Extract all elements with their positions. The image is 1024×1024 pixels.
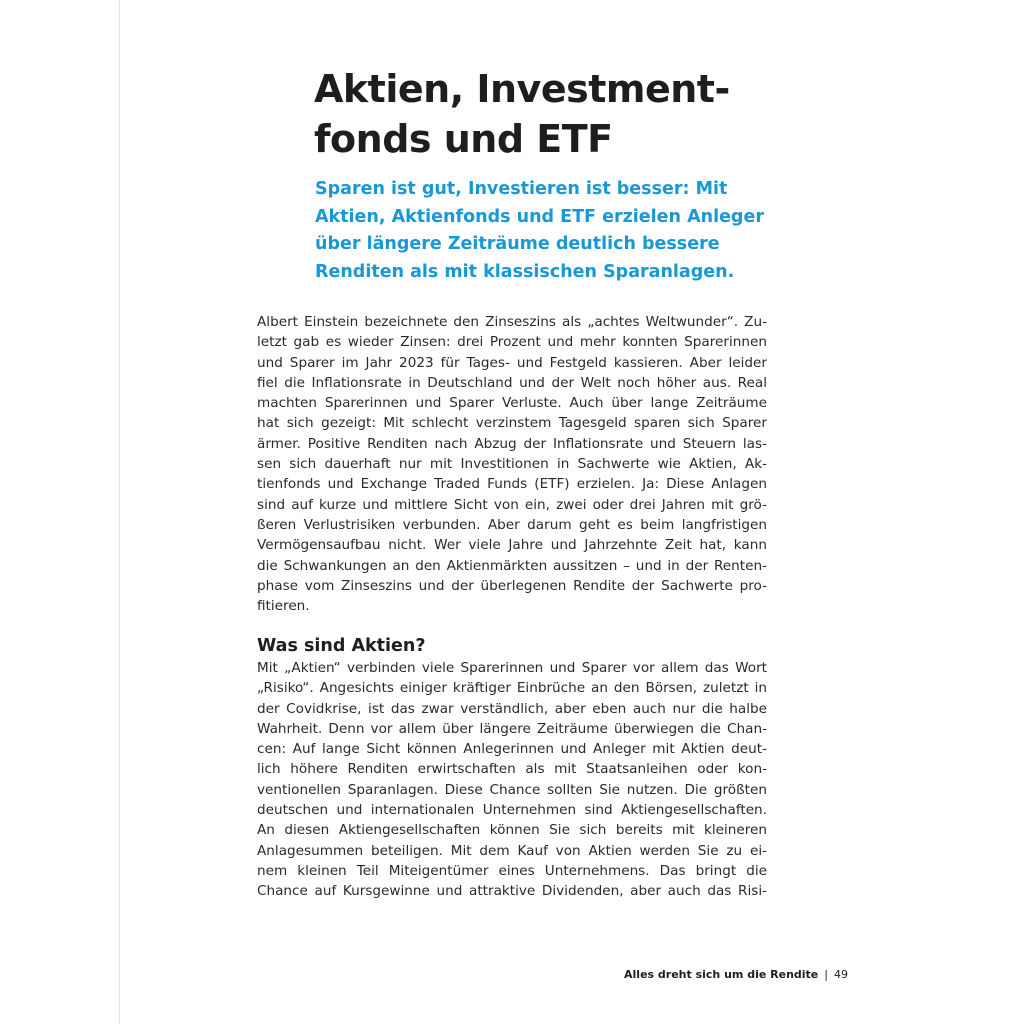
page-footer: [624, 967, 848, 983]
text-line: fitieren.: [257, 598, 310, 615]
section-heading: Was sind Aktien?: [257, 636, 426, 656]
text-line: Vermögensaufbau nicht. Wer viele Jahre und Jahrzehnte Zeit hat, kann: [257, 537, 767, 554]
text-line: letzt gab es wieder Zinsen: drei Prozent und mehr konnten Sparerinnen: [257, 334, 767, 351]
text-line: die Schwankungen an den Aktienmärkten aussitzen – und in der Renten-: [257, 557, 767, 574]
footer-separator: |: [824, 968, 828, 981]
text-line: machten Sparerinnen und Sparer Verluste. Auch über lange Zeiträume: [257, 395, 767, 412]
page-number: 49: [834, 968, 848, 981]
lead-line: Aktien, Aktienfonds und ETF erzielen Anleger: [315, 206, 764, 227]
text-line: Anlagesummen beteiligen. Mit dem Kauf von Aktien werden Sie zu ei-: [257, 842, 767, 859]
text-line: ßeren Verlustrisiken verbunden. Aber darum geht es beim langfristigen: [257, 516, 767, 533]
text-line: Wahrheit. Denn vor allem über längere Zeiträume überwiegen die Chan-: [257, 720, 767, 737]
text-line: Mit „Aktien“ verbinden viele Sparerinnen und Sparer vor allem das Wort: [257, 660, 767, 676]
intro-paragraph: [257, 312, 767, 616]
text-line: Chance auf Kursgewinne und attraktive Dividenden, aber auch das Risi-: [257, 883, 767, 900]
text-line: „Risiko“. Angesichts einiger kräftiger Einbrüche an den Börsen, zuletzt in: [257, 680, 767, 697]
text-line: sind auf kurze und mittlere Sicht von ein, zwei oder drei Jahren mit grö-: [257, 496, 767, 513]
chapter-title: [314, 64, 774, 164]
text-line: An diesen Aktiengesellschaften können Sie sich bereits mit kleineren: [257, 822, 767, 839]
lead-line: Renditen als mit klassischen Sparanlagen.: [315, 261, 735, 282]
text-line: nem kleinen Teil Miteigentümer eines Unternehmens. Das bringt die: [257, 862, 767, 879]
text-line: ärmer. Positive Renditen nach Abzug der Inflationsrate und Steuern las-: [257, 435, 767, 452]
chapter-title-line: Aktien, Investment-: [314, 67, 730, 111]
text-line: deutschen und internationalen Unternehmen sind Aktiengesellschaften.: [257, 802, 767, 819]
text-line: phase vom Zinseszins und der überlegenen Rendite der Sachwerte pro-: [257, 577, 767, 594]
lead-line: über längere Zeiträume deutlich bessere: [315, 234, 720, 254]
text-line: tienfonds und Exchange Traded Funds (ETF) erzielen. Ja: Diese Anlagen: [257, 476, 767, 493]
text-line: ventionellen Sparanlagen. Diese Chance sollten Sie nutzen. Die größten: [257, 781, 767, 798]
running-title: Alles dreht sich um die Rendite: [624, 968, 819, 981]
text-line: Albert Einstein bezeichnete den Zinseszins als „achtes Weltwunder“. Zu-: [257, 314, 767, 330]
text-line: hat sich gezeigt: Mit schlecht verzinstem Tagesgeld sparen sich Sparer: [257, 415, 767, 432]
lead-paragraph: [315, 176, 785, 286]
text-line: der Covidkrise, ist das zwar verständlich, aber eben auch nur die halbe: [257, 700, 767, 717]
chapter-title-line: fonds und ETF: [314, 117, 613, 161]
text-line: sen sich dauerhaft nur mit Investitionen in Sachwerte wie Aktien, Ak-: [257, 456, 767, 473]
text-line: fiel die Inflationsrate in Deutschland und der Welt noch höher aus. Real: [257, 374, 767, 391]
lead-line: Sparen ist gut, Investieren ist besser: Mit: [315, 179, 728, 199]
text-line: cen: Auf lange Sicht können Anlegerinnen und Anleger mit Aktien deut-: [257, 741, 767, 758]
text-line: lich höhere Renditen erwirtschaften als mit Staatsanleihen oder kon-: [257, 761, 767, 778]
page-edge-line: [119, 0, 120, 1024]
aktien-paragraph: [257, 658, 767, 902]
text-line: und Sparer im Jahr 2023 für Tages- und Festgeld kassieren. Aber leider: [257, 354, 767, 371]
